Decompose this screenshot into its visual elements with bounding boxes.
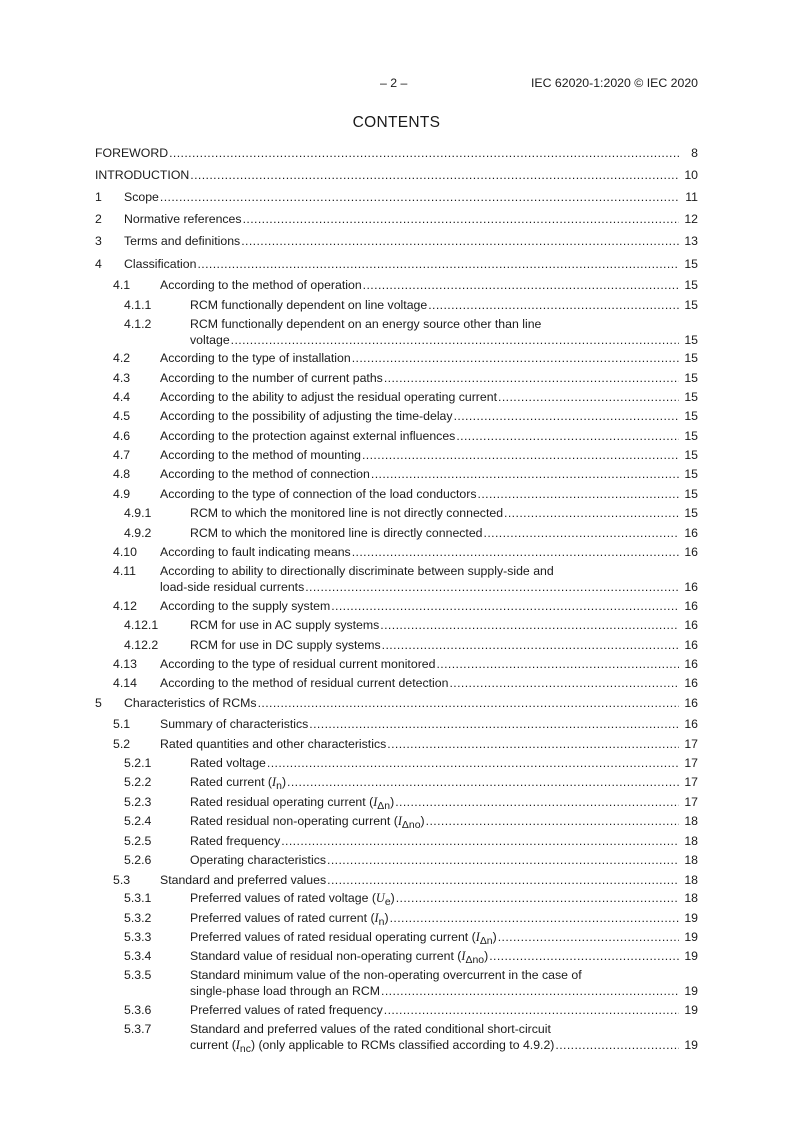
toc-entry-number: 5.2.2 <box>124 775 152 789</box>
toc-entry-line <box>160 656 698 672</box>
toc-entry-page: 16 <box>684 618 698 632</box>
dot-leader <box>305 579 679 595</box>
dot-leader <box>362 447 679 463</box>
page-header <box>95 76 698 92</box>
toc-entry-title: According to the method of residual current detection <box>160 676 449 690</box>
toc-entry[interactable] <box>0 637 698 653</box>
toc-entry-page: 16 <box>684 599 698 613</box>
toc-entry-title: RCM functionally dependent on line voltage <box>190 298 428 312</box>
toc-entry-title: Normative references <box>124 212 242 226</box>
toc-entry-title: FOREWORD <box>95 146 169 160</box>
toc-entry-page: 16 <box>684 676 698 690</box>
toc-entry-line <box>160 544 698 560</box>
toc-entry-page: 17 <box>684 775 698 789</box>
dot-leader <box>436 656 679 672</box>
toc-entry-title-first-line: According to ability to directionally discriminate between supply-side and <box>160 564 554 578</box>
toc-entry[interactable] <box>0 890 698 909</box>
toc-entry-line <box>190 617 698 633</box>
symbol: I <box>272 775 277 789</box>
dot-leader <box>484 525 679 541</box>
toc-entry-page: 11 <box>685 190 698 204</box>
toc-entry-title: load-side residual currents <box>160 580 305 594</box>
toc-entry[interactable] <box>0 736 698 752</box>
toc-entry-title: Rated current $(I_n)$ <box>190 775 287 793</box>
toc-entry-number: 4.1.1 <box>124 298 152 312</box>
toc-entry-line <box>160 277 698 293</box>
toc-entry[interactable] <box>0 145 698 161</box>
toc-entry-line <box>160 872 698 888</box>
toc-entry-line <box>190 983 698 999</box>
symbol: I <box>461 949 466 963</box>
dot-leader <box>241 233 679 249</box>
dot-leader <box>395 794 679 810</box>
toc-entry[interactable] <box>0 774 698 793</box>
toc-entry-title: Scope <box>124 190 159 204</box>
toc-entry-line <box>124 189 698 205</box>
dot-leader <box>190 167 679 183</box>
toc-entry[interactable] <box>0 297 698 313</box>
toc-entry-page: 15 <box>684 298 698 312</box>
symbol-subscript: Δn <box>479 936 493 948</box>
symbol-subscript: nc <box>239 1044 251 1056</box>
toc-entry[interactable] <box>0 695 698 711</box>
toc-entry-line <box>190 910 698 929</box>
toc-entry-page: 18 <box>684 834 698 848</box>
toc-entry-page: 16 <box>684 526 698 540</box>
toc-entry-page: 19 <box>684 1003 698 1017</box>
toc-entry-title: current $(I_{nc})$ (only applicable to RCMs classified according to 4.9.2) <box>190 1038 555 1056</box>
toc-entry-number: 5.3.3 <box>124 930 152 944</box>
toc-entry-page: 15 <box>684 351 698 365</box>
toc-entry[interactable] <box>0 277 698 293</box>
toc-entry[interactable] <box>0 813 698 832</box>
symbol: I <box>475 930 480 944</box>
dot-leader <box>243 211 679 227</box>
toc-entry-line <box>190 297 698 313</box>
toc-entry-line <box>160 408 698 424</box>
toc-entry-number: 5.2.4 <box>124 814 152 828</box>
toc-entry-line <box>190 1037 698 1056</box>
toc-entry-line <box>190 833 698 849</box>
toc-entry-title: According to the supply system <box>160 599 331 613</box>
toc-entry[interactable] <box>0 598 698 614</box>
dot-leader <box>428 297 679 313</box>
toc-entry-page: 18 <box>684 873 698 887</box>
toc-entry[interactable] <box>0 447 698 463</box>
toc-entry-number: 5.3.2 <box>124 911 152 925</box>
dot-leader <box>384 370 679 386</box>
toc-entry-number: 4.10 <box>113 545 137 559</box>
dot-leader <box>381 983 679 999</box>
toc-entry-number: 4 <box>95 257 102 271</box>
toc-entry-line <box>190 755 698 771</box>
toc-entry[interactable] <box>0 716 698 732</box>
toc-entry-number: 1 <box>95 190 102 204</box>
dot-leader <box>498 389 679 405</box>
toc-entry-title-first-line: Standard and preferred values of the rated conditional short-circuit <box>190 1022 551 1036</box>
toc-entry-title-first-line: RCM functionally dependent on an energy source other than line <box>190 317 542 331</box>
page-number: – 2 – <box>380 76 408 90</box>
toc-entry-title: Summary of characteristics <box>160 717 309 731</box>
toc-entry-page: 15 <box>684 390 698 404</box>
toc-entry-number: 4.7 <box>113 448 131 462</box>
dot-leader <box>267 755 679 771</box>
toc-entry-line <box>190 929 698 948</box>
toc-entry[interactable] <box>0 852 698 868</box>
dot-leader <box>231 332 679 348</box>
toc-entry-number: 4.8 <box>113 467 131 481</box>
toc-entry-number: 5.3 <box>113 873 131 887</box>
toc-entry-page: 18 <box>684 891 698 905</box>
toc-entry-number: 4.1 <box>113 278 131 292</box>
symbol: I <box>235 1038 240 1052</box>
toc-entry-page: 17 <box>684 795 698 809</box>
toc-entry-number: 5.3.4 <box>124 949 152 963</box>
toc-entry-page: 18 <box>684 853 698 867</box>
toc-entry[interactable] <box>0 656 698 672</box>
toc-entry-title: Rated quantities and other characteristics <box>160 737 387 751</box>
toc-entry-page: 10 <box>684 168 698 182</box>
toc-entry[interactable] <box>0 233 698 249</box>
toc-entry-line <box>160 716 698 732</box>
symbol-subscript: Δno <box>465 955 485 967</box>
toc-entry-line <box>160 598 698 614</box>
toc-entry-page: 19 <box>684 949 698 963</box>
toc-entry-title: single-phase load through an RCM <box>190 984 381 998</box>
toc-entry-number: 5.1 <box>113 717 131 731</box>
toc-entry-line <box>190 1002 698 1018</box>
toc-entry[interactable] <box>0 1002 698 1018</box>
symbol: I <box>397 814 402 828</box>
toc-entry-number: 5.3.5 <box>124 968 152 982</box>
toc-entry[interactable] <box>0 486 698 502</box>
dot-leader <box>449 675 679 691</box>
toc-entry-title: Characteristics of RCMs <box>124 696 257 710</box>
toc-entry-page: 15 <box>684 487 698 501</box>
toc-entry-title: Rated residual non-operating current $(I_{\Delta no})$ <box>190 814 425 832</box>
toc-entry[interactable] <box>0 617 698 633</box>
toc-entry-title: According to fault indicating means <box>160 545 351 559</box>
toc-entry-page: 19 <box>684 930 698 944</box>
toc-entry-page: 15 <box>684 467 698 481</box>
symbol-subscript: n <box>276 781 282 793</box>
toc-entry-page: 15 <box>684 278 698 292</box>
toc-entry-line <box>190 637 698 653</box>
toc-entry-page: 15 <box>684 371 698 385</box>
toc-entry-number: 5.2 <box>113 737 131 751</box>
toc-entry-page: 16 <box>684 657 698 671</box>
toc-entry-page: 16 <box>684 696 698 710</box>
dot-leader <box>327 872 679 888</box>
dot-leader <box>396 890 679 906</box>
dot-leader <box>384 1002 679 1018</box>
dot-leader <box>287 774 679 790</box>
toc-entry-number: 4.13 <box>113 657 137 671</box>
toc-entry-line <box>190 332 698 348</box>
toc-entry-number: 4.12.2 <box>124 638 159 652</box>
toc-entry-title: Operating characteristics <box>190 853 327 867</box>
toc-entry-line <box>160 675 698 691</box>
toc-entry-title: According to the method of mounting <box>160 448 361 462</box>
toc-entry[interactable] <box>0 350 698 366</box>
toc-entry-number: 4.3 <box>113 371 131 385</box>
dot-leader <box>504 505 679 521</box>
toc-entry-line <box>190 774 698 793</box>
toc-entry[interactable] <box>0 525 698 541</box>
toc-entry-line <box>95 145 698 161</box>
toc-entry-title: RCM to which the monitored line is not directly connected <box>190 506 504 520</box>
toc-entry-page: 19 <box>684 1038 698 1052</box>
toc-entry-page: 13 <box>684 234 698 248</box>
toc-entry-title: RCM for use in DC supply systems <box>190 638 381 652</box>
toc-entry-line <box>124 256 698 272</box>
contents-title: CONTENTS <box>352 114 441 131</box>
toc-entry[interactable] <box>0 256 698 272</box>
toc-entry-number: 2 <box>95 212 102 226</box>
toc-entry-title: Preferred values of rated current $(I_n)$ <box>190 911 389 929</box>
symbol-subscript: Δn <box>377 801 391 813</box>
toc-entry[interactable] <box>0 189 698 205</box>
toc-entry-page: 16 <box>684 638 698 652</box>
toc-entry-number: 4.6 <box>113 429 131 443</box>
toc-entry-title: INTRODUCTION <box>95 168 190 182</box>
dot-leader <box>371 466 679 482</box>
toc-entry-number: 4.9.2 <box>124 526 152 540</box>
toc-entry-number: 5.3.1 <box>124 891 152 905</box>
toc-entry-number: 5.2.5 <box>124 834 152 848</box>
toc-entry[interactable] <box>0 967 698 999</box>
toc-entry[interactable] <box>0 833 698 849</box>
toc-entry-number: 5.2.6 <box>124 853 152 867</box>
toc-entry-page: 19 <box>684 911 698 925</box>
symbol: U <box>375 891 385 905</box>
toc-entry-number: 4.5 <box>113 409 131 423</box>
toc-entry[interactable] <box>0 316 698 348</box>
toc-entry-number: 4.1.2 <box>124 317 152 331</box>
symbol-subscript: Δno <box>401 820 421 832</box>
toc-entry[interactable] <box>0 389 698 405</box>
toc-entry-line <box>190 505 698 521</box>
toc-entry-line <box>160 370 698 386</box>
toc-entry-title: Rated voltage <box>190 756 266 770</box>
document-reference: IEC 62020-1:2020 © IEC 2020 <box>531 76 698 90</box>
toc-entry[interactable] <box>0 466 698 482</box>
toc-entry-title: Preferred values of rated residual operating current $(I_{\Delta n})$ <box>190 930 497 948</box>
toc-entry[interactable] <box>0 929 698 948</box>
dot-leader <box>555 1037 679 1053</box>
toc-entry-title: Standard and preferred values <box>160 873 327 887</box>
toc-entry-title: RCM to which the monitored line is directly connected <box>190 526 483 540</box>
toc-entry[interactable] <box>0 794 698 813</box>
toc-entry-title: According to the method of operation <box>160 278 362 292</box>
toc-entry-title: Classification <box>124 257 197 271</box>
toc-entry[interactable] <box>0 1021 698 1056</box>
symbol-subscript: n <box>378 917 385 929</box>
toc-entry-page: 15 <box>684 429 698 443</box>
toc-entry[interactable] <box>0 563 698 595</box>
toc-entry-number: 4.9.1 <box>124 506 152 520</box>
toc-entry-line <box>160 736 698 752</box>
toc-entry-line <box>124 211 698 227</box>
toc-entry-number: 4.2 <box>113 351 131 365</box>
toc-entry-line <box>190 794 698 813</box>
toc-entry-line <box>160 350 698 366</box>
toc-entry-line <box>190 890 698 909</box>
toc-entry-line <box>190 813 698 832</box>
dot-leader <box>258 695 679 711</box>
toc-entry-page: 17 <box>684 737 698 751</box>
toc-entry-line <box>160 486 698 502</box>
toc-entry-page: 17 <box>684 756 698 770</box>
toc-entry[interactable] <box>0 408 698 424</box>
dot-leader <box>426 813 679 829</box>
toc-entry-title: According to the type of installation <box>160 351 351 365</box>
toc-entry-number: 4.12.1 <box>124 618 159 632</box>
toc-entry-page: 15 <box>684 506 698 520</box>
toc-entry-page: 19 <box>684 984 698 998</box>
toc-entry-page: 15 <box>684 257 698 271</box>
toc-entry-title: According to the type of connection of the load conductors <box>160 487 477 501</box>
toc-entry-line <box>190 525 698 541</box>
toc-entry-number: 4.9 <box>113 487 131 501</box>
toc-entry-line <box>160 428 698 444</box>
dot-leader <box>498 929 679 945</box>
toc-entry-page: 15 <box>684 333 698 347</box>
toc-entry-page: 16 <box>684 580 698 594</box>
dot-leader <box>382 637 679 653</box>
toc-entry-title: According to the type of residual current monitored <box>160 657 436 671</box>
toc-entry-title: Rated residual operating current $(I_{\Delta n})$ <box>190 795 395 813</box>
toc-entry-title: Preferred values of rated voltage $(U_e)$ <box>190 891 395 909</box>
toc-entry-title: voltage <box>190 333 230 347</box>
toc-entry[interactable] <box>0 544 698 560</box>
toc-entry-line <box>124 233 698 249</box>
toc-entry-title: Preferred values of rated frequency <box>190 1003 383 1017</box>
symbol: I <box>374 911 379 925</box>
dot-leader <box>160 189 679 205</box>
toc-entry-title: Standard value of residual non-operating current $(I_{\Delta no})$ <box>190 949 489 967</box>
dot-leader <box>331 598 679 614</box>
toc-entry-number: 5.2.3 <box>124 795 152 809</box>
toc-entry[interactable] <box>0 755 698 771</box>
toc-entry-title: According to the protection against external influences <box>160 429 456 443</box>
toc-entry[interactable] <box>0 211 698 227</box>
toc-entry-number: 5.2.1 <box>124 756 152 770</box>
toc-entry-line <box>190 852 698 868</box>
dot-leader <box>363 277 679 293</box>
toc-entry-line <box>124 695 698 711</box>
toc-entry-number: 5.3.7 <box>124 1022 152 1036</box>
toc-entry[interactable] <box>0 167 698 183</box>
dot-leader <box>380 617 679 633</box>
dot-leader <box>456 428 679 444</box>
toc-entry[interactable] <box>0 370 698 386</box>
toc-entry-line <box>160 389 698 405</box>
toc-entry-number: 5 <box>95 696 102 710</box>
toc-entry-number: 4.11 <box>113 564 137 578</box>
dot-leader <box>197 256 679 272</box>
dot-leader <box>352 544 679 560</box>
toc-entry-title: Rated frequency <box>190 834 281 848</box>
toc-entry-page: 16 <box>684 717 698 731</box>
dot-leader <box>454 408 679 424</box>
dot-leader <box>309 716 679 732</box>
toc-entry-line <box>160 579 698 595</box>
toc-entry-title: According to the ability to adjust the residual operating current <box>160 390 497 404</box>
toc-entry-page: 12 <box>684 212 698 226</box>
dot-leader <box>281 833 679 849</box>
toc-entry-title: According to the number of current paths <box>160 371 383 385</box>
toc-entry-line <box>190 948 698 967</box>
toc-entry-number: 5.3.6 <box>124 1003 152 1017</box>
toc-entry-page: 16 <box>684 545 698 559</box>
dot-leader <box>478 486 679 502</box>
toc-entry[interactable] <box>0 505 698 521</box>
symbol-subscript: e <box>384 897 391 909</box>
toc-entry-title: According to the possibility of adjusting the time-delay <box>160 409 453 423</box>
toc-entry-title: According to the method of connection <box>160 467 370 481</box>
toc-entry-number: 4.4 <box>113 390 131 404</box>
toc-entry-title: Terms and definitions <box>124 234 241 248</box>
toc-entry-page: 18 <box>684 814 698 828</box>
toc-entry-number: 3 <box>95 234 102 248</box>
toc-entry-line <box>160 447 698 463</box>
dot-leader <box>352 350 679 366</box>
dot-leader <box>387 736 679 752</box>
symbol: I <box>373 795 378 809</box>
toc-entry[interactable] <box>0 910 698 929</box>
dot-leader <box>169 145 679 161</box>
toc-entry-title-first-line: Standard minimum value of the non-operating overcurrent in the case of <box>190 968 582 982</box>
toc-entry-line <box>95 167 698 183</box>
dot-leader <box>489 948 679 964</box>
dot-leader <box>327 852 679 868</box>
toc-entry-page: 15 <box>684 409 698 423</box>
toc-entry-line <box>160 466 698 482</box>
toc-entry-number: 4.14 <box>113 676 137 690</box>
toc-entry[interactable] <box>0 948 698 967</box>
toc-entry[interactable] <box>0 675 698 691</box>
toc-entry[interactable] <box>0 428 698 444</box>
toc-entry-title: RCM for use in AC supply systems <box>190 618 380 632</box>
toc-entry-page: 8 <box>691 146 698 160</box>
toc-entry-number: 4.12 <box>113 599 137 613</box>
toc-entry-page: 15 <box>684 448 698 462</box>
toc-entry[interactable] <box>0 872 698 888</box>
dot-leader <box>390 910 679 926</box>
